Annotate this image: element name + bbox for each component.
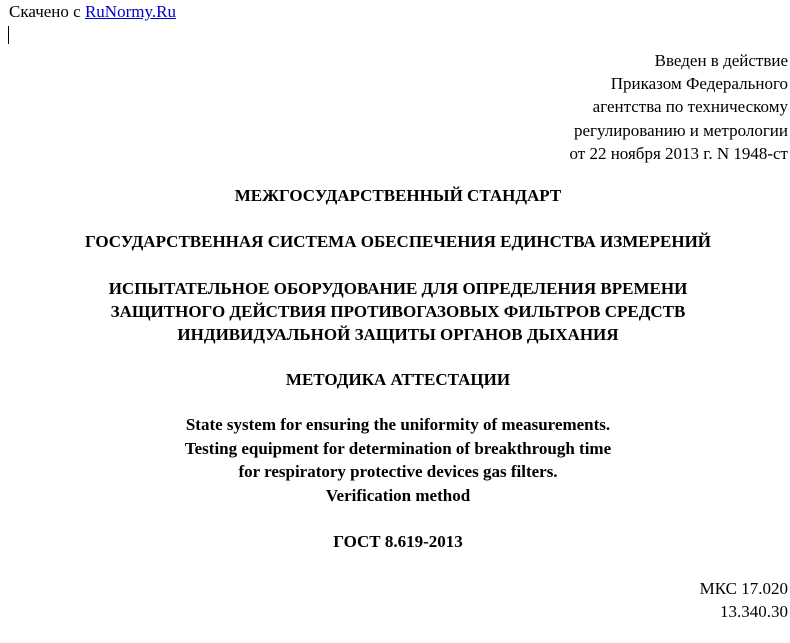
enactment-note: [570, 49, 789, 165]
source-line: [9, 2, 176, 22]
gost-number: ГОСТ 8.619-2013: [333, 532, 463, 551]
interstate-standard-heading: МЕЖГОСУДАРСТВЕННЫЙ СТАНДАРТ: [234, 186, 562, 205]
classification-line: МКС 17.020: [699, 579, 788, 598]
source-prefix: Скачено с: [9, 2, 85, 21]
enactment-line: Введен в действие: [654, 51, 788, 70]
title-line: ИСПЫТАТЕЛЬНОЕ ОБОРУДОВАНИЕ ДЛЯ ОПРЕДЕЛЕНИЯ ВРЕМЕНИ: [108, 279, 688, 298]
method-heading: МЕТОДИКА АТТЕСТАЦИИ: [285, 370, 511, 389]
measurement-system-heading: ГОСУДАРСТВЕННАЯ СИСТЕМА ОБЕСПЕЧЕНИЯ ЕДИНСТВА ИЗМЕРЕНИЙ: [84, 232, 712, 251]
document-title: [0, 277, 790, 346]
classification-codes: [700, 577, 788, 623]
english-title-line: Testing equipment for determination of breakthrough time: [184, 438, 612, 458]
english-title: [0, 413, 790, 507]
english-title-line: Verification method: [325, 485, 471, 505]
enactment-line: регулированию и метрологии: [573, 120, 788, 140]
source-link[interactable]: RuNormy.Ru: [84, 2, 176, 21]
text-cursor: [8, 26, 9, 44]
enactment-line: Приказом Федерального: [610, 74, 788, 94]
enactment-line: агентства по техническому: [592, 97, 788, 117]
enactment-line: от 22 ноября 2013 г. N 1948-ст: [569, 143, 788, 163]
classification-line: 13.340.30: [720, 602, 788, 621]
english-title-line: State system for ensuring the uniformity of measurements.: [185, 415, 611, 434]
english-title-line: for respiratory protective devices gas filters.: [238, 462, 558, 481]
title-line: ИНДИВИДУАЛЬНОЙ ЗАЩИТЫ ОРГАНОВ ДЫХАНИЯ: [177, 325, 619, 344]
title-line: ЗАЩИТНОГО ДЕЙСТВИЯ ПРОТИВОГАЗОВЫХ ФИЛЬТРОВ СРЕДСТВ: [110, 302, 686, 321]
